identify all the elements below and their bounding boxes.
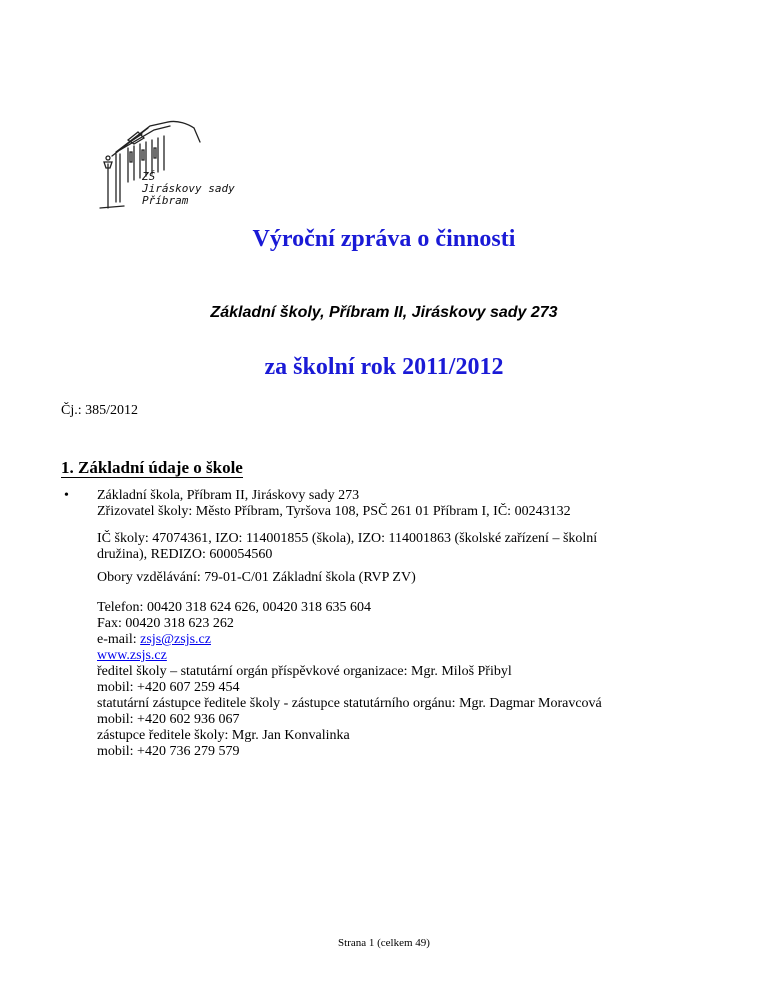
statutory-deputy-mobile-line: mobil: +420 602 936 067: [97, 712, 240, 727]
identifiers-line-2: družina), REDIZO: 600054560: [97, 547, 273, 562]
director-line: ředitel školy – statutární orgán příspěvkové organizace: Mgr. Miloš Přibyl: [97, 664, 512, 679]
education-fields: [97, 570, 717, 586]
school-identity-block: [97, 488, 717, 520]
section-heading: 1. Základní údaje o škole: [61, 458, 243, 477]
education-fields-line: Obory vzdělávání: 79-01-C/01 Základní škola (RVP ZV): [97, 570, 416, 585]
deputy-line: zástupce ředitele školy: Mgr. Jan Konvalinka: [97, 728, 350, 743]
website-line: [97, 648, 717, 664]
svg-text:Jiráskovy sady: Jiráskovy sady: [142, 182, 235, 195]
director-mobile-line: mobil: +420 607 259 454: [97, 680, 240, 695]
identifiers-line-1: IČ školy: 47074361, IZO: 114001855 (škola), IZO: 114001863 (školské zařízení – školní: [97, 531, 598, 546]
statutory-deputy-line: statutární zástupce ředitele školy - zástupce statutárního orgánu: Mgr. Dagmar Moravcová: [97, 696, 602, 711]
deputy-mobile-line: mobil: +420 736 279 579: [97, 744, 240, 759]
fax-line: Fax: 00420 318 623 262: [97, 616, 234, 631]
svg-text:ZŠ: ZŠ: [142, 170, 156, 183]
school-name-line: Základní škola, Příbram II, Jiráskovy sady 273: [97, 488, 360, 503]
website-link[interactable]: www.zsjs.cz: [97, 648, 167, 663]
bullet-icon: •: [64, 488, 69, 503]
identifiers-block: [97, 531, 717, 563]
page-footer: Strana 1 (celkem 49): [338, 937, 430, 949]
school-year-heading: za školní rok 2011/2012: [264, 354, 504, 380]
svg-text:Příbram: Příbram: [142, 194, 189, 207]
email-line: [97, 632, 717, 648]
document-title: Výroční zpráva o činnosti: [252, 226, 516, 252]
phone-line: Telefon: 00420 318 624 626, 00420 318 635 604: [97, 600, 371, 615]
founder-line: Zřizovatel školy: Město Příbram, Tyršova 108, PSČ 261 01 Příbram I, IČ: 00243132: [97, 504, 571, 519]
school-building-sketch-icon: [98, 118, 235, 214]
school-logo: [98, 100, 235, 207]
email-label: e-mail:: [97, 632, 141, 647]
contacts-block: [97, 600, 717, 760]
reference-number: Čj.: 385/2012: [61, 403, 139, 418]
document-subtitle: Základní školy, Příbram II, Jiráskovy sady 273: [210, 304, 558, 321]
email-link[interactable]: zsjs@zsjs.cz: [140, 632, 211, 647]
